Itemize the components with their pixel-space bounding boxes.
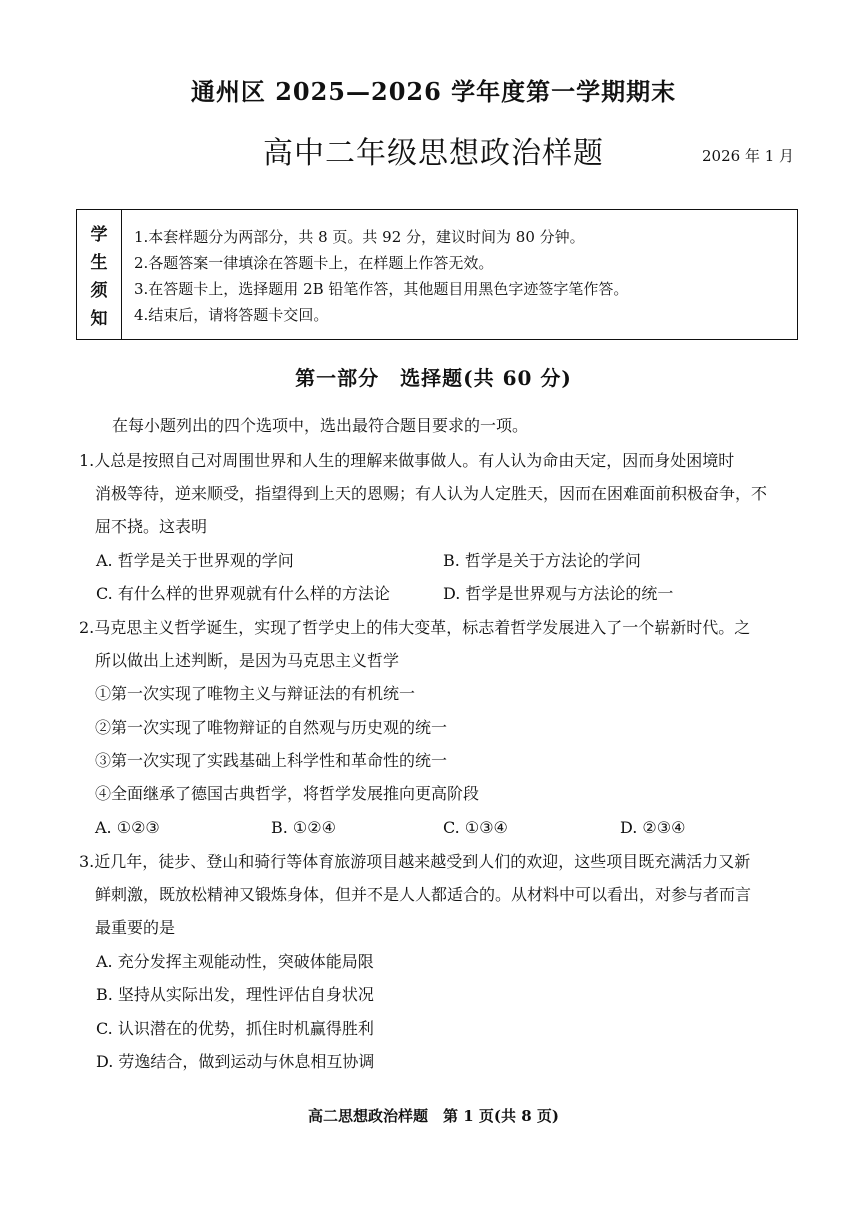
question-stem-line: 屈不挠。这表明: [95, 517, 208, 536]
notice-label-char: 知: [90, 309, 108, 330]
question-option: B. 坚持从实际出发，理性评估自身状况: [96, 985, 374, 1004]
question-option: D. ②③④: [620, 818, 686, 837]
exam-title-subject: 高中二年级思想政治样题: [263, 136, 604, 171]
question-option: C. 认识潜在的优势，抓住时机赢得胜利: [96, 1019, 374, 1038]
student-notice-box: [76, 209, 798, 340]
question-statement: ③第一次实现了实践基础上科学性和革命性的统一: [95, 751, 448, 770]
question-stem-line: 鲜刺激，既放松精神又锻炼身体，但并不是人人都适合的。从材料中可以看出，对参与者而言: [95, 885, 752, 904]
notice-label-char: 须: [90, 281, 108, 302]
question-option: B. ①②④: [271, 818, 336, 837]
question-statement: ④全面继承了德国古典哲学，将哲学发展推向更高阶段: [95, 784, 480, 803]
notice-label-char: 生: [90, 252, 108, 273]
page-footer: 高二思想政治样题 第 1 页(共 8 页): [308, 1107, 559, 1125]
question-stem-line: 消极等待，逆来顺受，指望得到上天的恩赐；有人认为人定胜天，因而在困难面前积极奋争，不: [95, 484, 768, 503]
exam-date: 2026 年 1 月: [702, 147, 795, 165]
notice-item: 3.在答题卡上，选择题用 2B 铅笔作答，其他题目用黑色字迹签字笔作答。: [134, 280, 629, 298]
question-option: B. 哲学是关于方法论的学问: [443, 551, 641, 570]
notice-label: [77, 210, 122, 339]
notice-item: 2.各题答案一律填涂在答题卡上，在样题上作答无效。: [134, 254, 494, 272]
section-instruction: 在每小题列出的四个选项中，选出最符合题目要求的一项。: [112, 416, 529, 435]
question-option: D. 哲学是世界观与方法论的统一: [443, 584, 674, 603]
question-stem-line: 3.近几年，徒步、登山和骑行等体育旅游项目越来越受到人们的欢迎，这些项目既充满活力又新: [79, 852, 751, 871]
question-option: C. 有什么样的世界观就有什么样的方法论: [96, 584, 390, 603]
question-statement: ①第一次实现了唯物主义与辩证法的有机统一: [95, 684, 416, 703]
question-statement: ②第一次实现了唯物辩证的自然观与历史观的统一: [95, 718, 448, 737]
question-option: A. ①②③: [95, 818, 160, 837]
question-option: D. 劳逸结合，做到运动与休息相互协调: [96, 1052, 375, 1071]
question-option: C. ①③④: [443, 818, 508, 837]
notice-item: 1.本套样题分为两部分，共 8 页。共 92 分，建议时间为 80 分钟。: [134, 228, 585, 246]
notice-items: [122, 210, 797, 339]
question-option: A. 哲学是关于世界观的学问: [96, 551, 294, 570]
section-title: 第一部分 选择题(共 60 分): [295, 366, 572, 390]
question-stem-line: 所以做出上述判断，是因为马克思主义哲学: [95, 651, 400, 670]
notice-item: 4.结束后，请将答题卡交回。: [134, 306, 329, 324]
question-stem-line: 最重要的是: [95, 918, 176, 937]
notice-label-char: 学: [90, 224, 108, 245]
question-option: A. 充分发挥主观能动性，突破体能局限: [96, 952, 374, 971]
question-stem-line: 1.人总是按照自己对周围世界和人生的理解来做事做人。有人认为命由天定，因而身处困境时: [79, 451, 735, 470]
exam-title-district: 通州区 2025—2026 学年度第一学期期末: [190, 77, 677, 106]
question-stem-line: 2.马克思主义哲学诞生，实现了哲学史上的伟大变革，标志着哲学发展进入了一个崭新时代。之: [79, 618, 751, 637]
